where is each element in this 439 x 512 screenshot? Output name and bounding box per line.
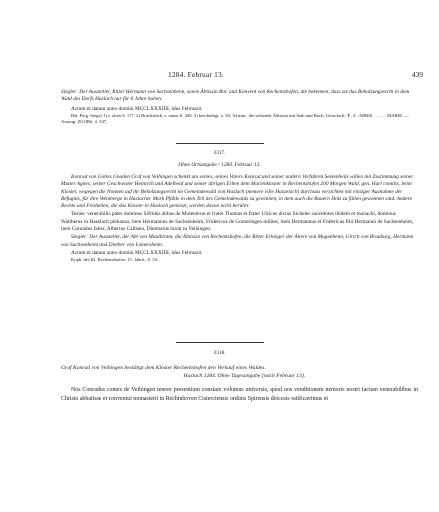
- doc3-subtitle: Haslach 1284. Ohne Tagesangabe [nach Februar 13].: [183, 373, 306, 380]
- doc3-heading-block: [61, 364, 418, 381]
- doc3-heading: Graf Konrad von Veihingen bestätigt dem Kloster Rechentshofen den Verkauf eines Waldes.: [61, 365, 266, 371]
- doc1-actum: Actum et datum anno domini MCCLXXXIIII, idus Februarii.: [71, 105, 203, 112]
- doc3-text: Nos Conradus comes de Veihingen tenore presentium constare volumus universis, quod nos venditionem nemoris nostri factam venerabilibus in Christo abbatisse et conventui monasterii in Rechinhoven Cisterciensis ordinis Spirensis diocesis ratificavimus et: [61, 387, 418, 403]
- running-header-date: 1284. Februar 13.: [168, 70, 224, 79]
- doc2-subtitle: Ohne Ortsangabe.¹ 1284. Februar 13.: [178, 162, 261, 168]
- doc2-summary: Konrad von Gottes Gnaden Graf von Veihingen schenkt um seines, seines Vaters Konrad und seiner andern Vorfahren Seelenheils willen mit Zustimmung seiner Mutter Agnes, seiner Geschwister Heinrich und Adelheid und seiner übrigen Erben dem Marienkloster in Rechentshofen 200 Morgen Wald, gen. Hart comitis, beim Kloster, wogegen die Nonnen auf ihr Beholzungsrecht im Gemeindewald von Haslach (nemore ville Haszelach) durchaus verzichten mit einziger Ausnahme der Befugnis, für ihre Weinberge in Haslacher Mark Pfähle in dem Teil des Gemeindewalds zu gewinnen, in dem auch die Bauern Holz zu fällen gewonnen sind. Andere Rechte und Freiheiten, die das Kloster in Haslach genieszt, werden davon nicht berührt.: [61, 174, 414, 210]
- section-divider: [176, 143, 264, 144]
- doc3-text-block: [61, 386, 418, 405]
- doc2-actum: Actum et datum anno domini MCCLXXXIIII, idus Februarii.: [71, 249, 203, 256]
- doc1-siegler: Siegler: Der Aussteller, Ritter Hermann von Sachsenheim, sowie Äbtissin Bor. und Konvent von Rechentshofen, die bekennen, dass sie das Beholzungsrecht in dem Wald des Dorfs Haslach nur für 6 Jahre haben.: [61, 89, 410, 103]
- doc2-source: Kopb. des Kl. Rechentshofen, 15. Jahrh., S. 53.: [71, 257, 159, 263]
- doc2-body: [61, 174, 418, 264]
- page-number: 439: [411, 70, 423, 79]
- doc1-tail: [61, 89, 418, 126]
- doc3-number: 3318.: [213, 350, 226, 356]
- doc2-siegler: Siegler: Der Aussteller, der Abt von Maulbronn, die Äbtissin von Rechentshofen, die Ritter Erkinger der Ältere von Magenheim, Ulrich von Brauburg, Hermann von Sachsenheim und Diether von Lomersheim.: [61, 234, 414, 248]
- section-divider: [176, 342, 264, 343]
- doc2-testes: Testes: venerabilis pater dominus Sifridus abbas de Mulenbrun et frater Thomas et frater Ulricus dictus Sicheler sacerdotes ibidem et monachi, dominus Waltherus in Haeslach plebanus, item Hermannus de Sachsenheim, Fridericus de Gomeringen milites, item Hermannus et Fridericus filii Hermanni de Sachsenheim, item Conradus faber, Albertus Caltisen, Dietmarus lurati in Veihingen.: [61, 211, 414, 233]
- doc2-number: 3317.: [213, 150, 226, 156]
- doc1-source: Bal. Perg. Siegel 1) s. oben S. 177. 2) Bruchstück, s. unten S. 440. 3) beschädigt, o. 50; 34 mm., die stehende Äbtissin mit Stab und Buch; Umschrift: ✝. S . ABBIS . . . . . . MARIE. — Auszug: ZGORh. 4. 347.: [61, 112, 409, 125]
